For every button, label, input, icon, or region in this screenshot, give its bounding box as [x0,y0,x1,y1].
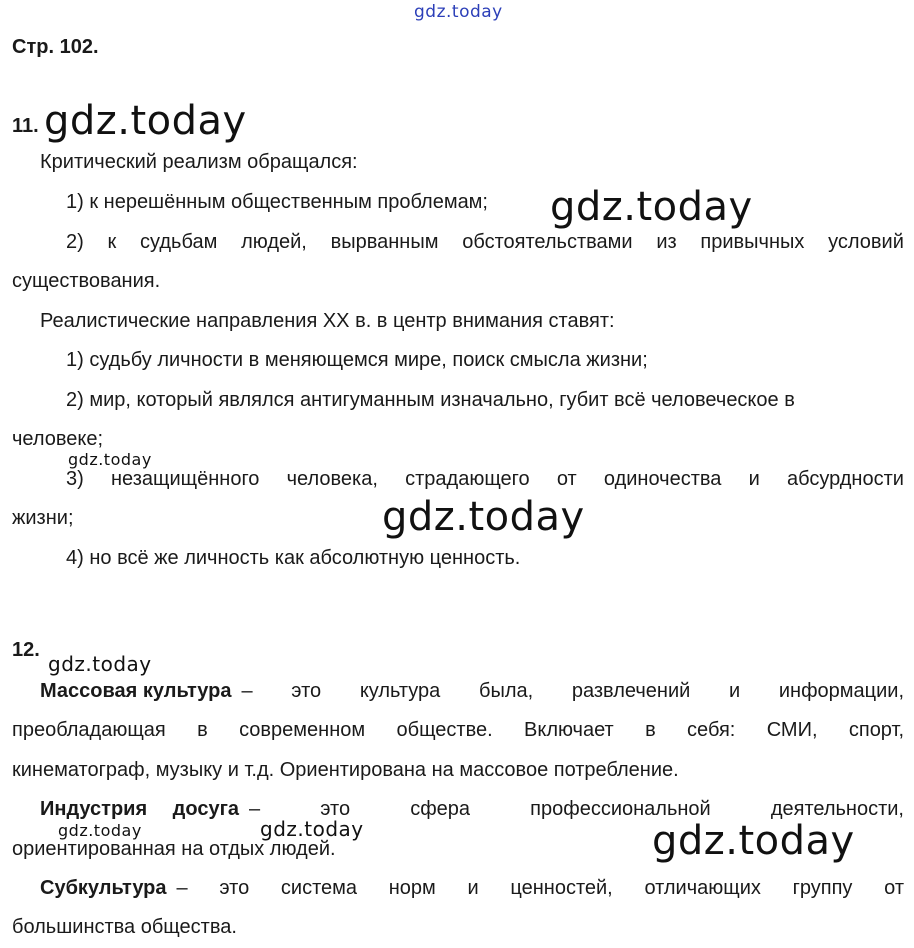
word: человека, [286,468,378,490]
task-11-item-1: 1) к нерешённым общественным проблемам; [66,191,488,213]
task-11-item-2 [66,229,904,255]
task-11-item-2-cont: существования. [12,270,161,292]
page-label: Стр. 102. [12,36,99,58]
task-11-intro-2: Реалистические направления XX в. в центр внимания ставят: [40,310,615,332]
word: из [656,231,677,253]
watermark-task12: gdz.today [48,652,152,676]
task-11-list2-item-3-cont: жизни; [12,507,74,529]
word: 2) [66,231,84,253]
watermark-mid: gdz.today [382,494,585,540]
term-2-name: Индустрия досуга [40,798,240,820]
word: условий [828,231,904,253]
term-2-def: – это сфера профессиональной деятельности, [249,798,904,820]
watermark-small-3: gdz.today [260,817,364,841]
word: к [107,231,117,253]
word: абсурдности [786,468,904,490]
task-11-list2-item-2-cont: человеке; [12,428,104,450]
watermark-bottom-right: gdz.today [652,818,855,864]
watermark-item1: gdz.today [550,184,753,230]
task-12-number: 12. [12,639,40,661]
term-3-name: Субкультура [40,877,167,899]
term-1-line-1 [40,678,904,704]
task-11-number: 11. [12,115,39,137]
task-11-list2-item-3 [66,466,904,492]
word: людей, [241,231,307,253]
term-1-name: Массовая культура [40,680,232,702]
word: судьбам [140,231,218,253]
watermark-top: gdz.today [414,2,503,22]
task-11-list2-item-4: 4) но всё же личность как абсолютную ценность. [66,547,521,569]
task-11-list2-item-2: 2) мир, который являлся антигуманным изначально, губит всё человеческое в [66,389,795,411]
watermark-small-2: gdz.today [58,821,142,840]
term-2-line-2: ориентированная на отдых людей. [12,838,336,860]
word: обстоятельствами [462,231,633,253]
task-11-list2-item-1: 1) судьбу личности в меняющемся мире, поиск смысла жизни; [66,349,648,371]
word: одиночества [603,468,722,490]
word: страдающего [405,468,530,490]
word: вырванным [330,231,439,253]
word: 3) [66,468,84,490]
term-3-line-2: большинства общества. [12,916,237,938]
word: от [556,468,577,490]
term-3-def: – это система норм и ценностей, отличающих группу от [176,877,904,899]
term-1-line-2: преобладающая в современном обществе. Включает в себя: СМИ, спорт, [12,719,904,741]
watermark-small-1: gdz.today [68,450,152,469]
watermark-task11: gdz.today [44,98,247,144]
term-3-line-1 [40,875,904,901]
term-1-def: – это культура была, развлечений и информации, [241,680,904,702]
task-11-intro: Критический реализм обращался: [40,151,358,173]
word: и [748,468,760,490]
word: незащищённого [111,468,260,490]
term-1-line-3: кинематограф, музыку и т.д. Ориентирована на массовое потребление. [12,759,679,781]
word: привычных [700,231,805,253]
